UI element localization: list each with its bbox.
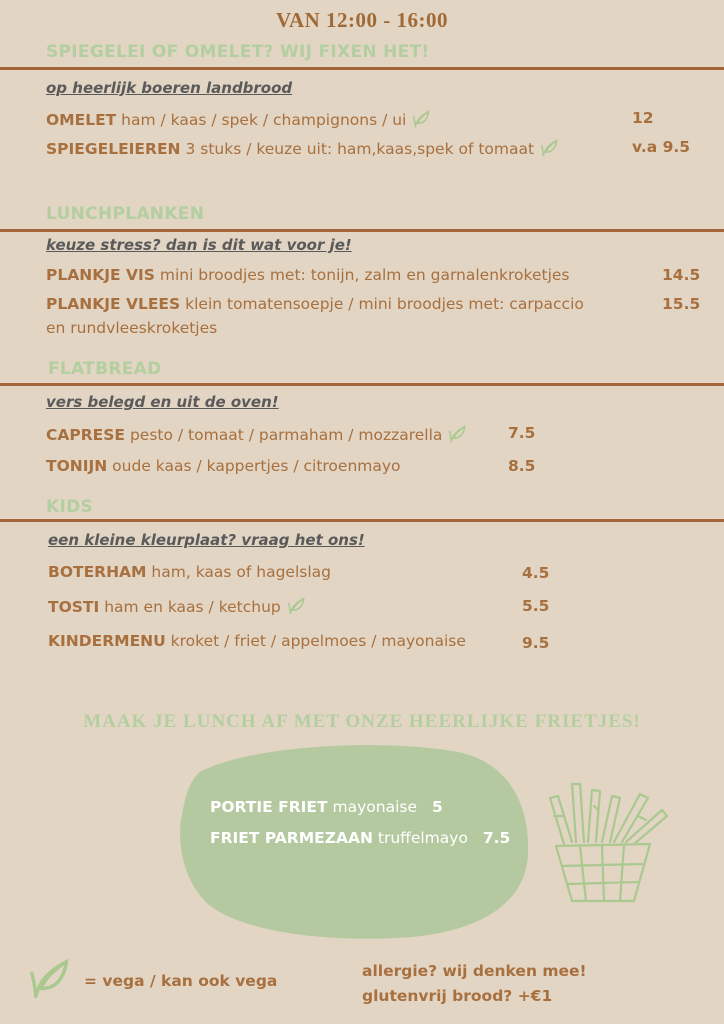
item-price: 7.5 <box>508 424 536 442</box>
item-description: 3 stuks / keuze uit: ham,kaas,spek of tomaat <box>185 140 535 158</box>
item-name: PORTIE FRIET <box>210 798 328 816</box>
item-description: mayonaise <box>332 798 417 816</box>
item-price: 5.5 <box>522 597 550 615</box>
item-name: TONIJN <box>46 457 108 475</box>
section-title-kids: KIDS <box>46 497 94 517</box>
allergy-note: allergie? wij denken mee! <box>362 962 587 980</box>
section-divider <box>0 67 724 70</box>
item-price: v.a 9.5 <box>632 138 691 156</box>
menu-item-tonijn <box>46 457 401 475</box>
item-name: KINDERMENU <box>48 632 166 650</box>
item-name: OMELET <box>46 111 117 129</box>
item-name: PLANKJE VIS <box>46 266 155 284</box>
item-description: pesto / tomaat / parmaham / mozzarella <box>129 426 443 444</box>
gluten-note: glutenvrij brood? +€1 <box>362 987 553 1005</box>
menu-item-plankje-vis <box>46 266 570 284</box>
item-price: 9.5 <box>522 634 550 652</box>
menu-item-spiegeleieren <box>46 138 560 158</box>
item-description: mini broodjes met: tonijn, zalm en garnalenkroketjes <box>159 266 570 284</box>
item-price: 4.5 <box>522 564 550 582</box>
item-description: kroket / friet / appelmoes / mayonaise <box>170 632 466 650</box>
section-subtitle-kids: een kleine kleurplaat? vraag het ons! <box>48 531 365 549</box>
item-price: 7.5 <box>482 829 511 847</box>
item-description: ham, kaas of hagelslag <box>151 563 331 581</box>
vega-legend: = vega / kan ook vega <box>84 972 278 990</box>
opening-hours: VAN 12:00 - 16:00 <box>275 8 449 32</box>
section-title-flatbread: FLATBREAD <box>48 359 162 379</box>
item-name: SPIEGELEIEREN <box>46 140 181 158</box>
menu-item-tosti <box>48 596 307 616</box>
section-title-lunchplanken: LUNCHPLANKEN <box>46 204 205 224</box>
leaf-icon <box>287 596 307 616</box>
item-price: 5 <box>431 798 443 816</box>
section-title-eggs: SPIEGELEI OF OMELET? WIJ FIXEN HET! <box>46 42 430 62</box>
item-description: truffelmayo <box>377 829 468 847</box>
item-description: ham / kaas / spek / champignons / ui <box>121 111 407 129</box>
item-name: FRIET PARMEZAAN <box>210 829 373 847</box>
item-name: PLANKJE VLEES <box>46 295 181 313</box>
item-name: TOSTI <box>48 598 100 616</box>
fries-item-parmezaan <box>210 829 510 847</box>
menu-item-caprese <box>46 424 468 444</box>
item-price: 8.5 <box>508 457 536 475</box>
fries-heading: MAAK JE LUNCH AF MET ONZE HEERLIJKE FRIETJES! <box>83 711 641 732</box>
section-subtitle-eggs: op heerlijk boeren landbrood <box>46 79 293 97</box>
item-description: ham en kaas / ketchup <box>104 598 281 616</box>
item-price: 12 <box>632 109 654 127</box>
item-price: 14.5 <box>662 266 701 284</box>
menu-item-kindermenu <box>48 632 466 650</box>
leaf-icon <box>540 138 560 158</box>
leaf-icon <box>28 955 74 1003</box>
item-description: klein tomatensoepje / mini broodjes met: carpaccio <box>185 295 584 313</box>
menu-item-boterham <box>48 563 331 581</box>
leaf-icon <box>412 109 432 129</box>
leaf-icon <box>448 424 468 444</box>
section-divider <box>0 383 724 386</box>
item-name: CAPRESE <box>46 426 126 444</box>
menu-item-omelet <box>46 109 432 129</box>
menu-item-plankje-vlees <box>46 295 584 313</box>
section-subtitle-lunchplanken: keuze stress? dan is dit wat voor je! <box>46 236 352 254</box>
section-divider <box>0 229 724 232</box>
section-subtitle-flatbread: vers belegd en uit de oven! <box>46 393 279 411</box>
item-name: BOTERHAM <box>48 563 147 581</box>
section-divider <box>0 519 724 522</box>
item-description: oude kaas / kappertjes / citroenmayo <box>112 457 401 475</box>
item-price: 15.5 <box>662 295 701 313</box>
fries-basket-icon <box>542 776 672 910</box>
item-description-continued: en rundvleeskroketjes <box>46 319 218 337</box>
fries-item-portie <box>210 798 443 816</box>
